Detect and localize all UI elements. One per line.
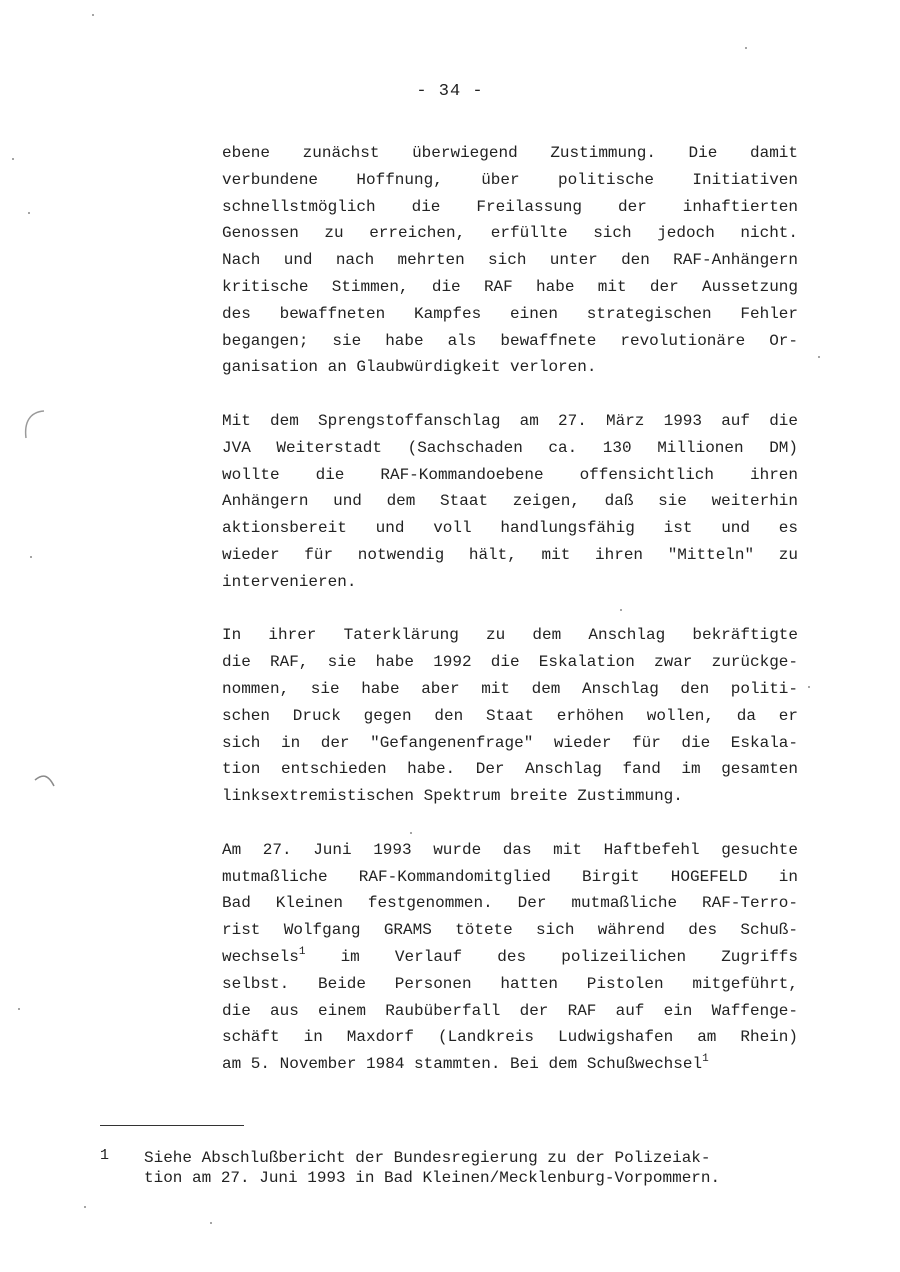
scan-mark-hook [32,768,60,794]
text-line: Am 27. Juni 1993 wurde das mit Haftbefehl gesuchte [222,840,798,859]
footnote-divider [100,1125,244,1126]
text-line: die aus einem Raubüberfall der RAF auf ein Waffenge- [222,1001,798,1020]
text-line: verbundene Hoffnung, über politische Initiativen [222,170,798,189]
text-line: aktionsbereit und voll handlungsfähig ist und es [222,519,798,538]
footnote-text [144,1148,804,1188]
scan-speck [30,556,32,558]
scan-speck [745,47,747,49]
text-line: ebene zunächst überwiegend Zustimmung. Die damit [222,144,798,162]
text-line-with-footnote-ref [222,944,798,971]
text-line: mutmaßliche RAF-Kommandomitglied Birgit HOGEFELD in [222,867,798,886]
text-line: Anhängern und dem Staat zeigen, daß sie weiterhin [222,492,798,511]
text-line: wollte die RAF-Kommandoebene offensichtlich ihren [222,465,798,484]
footnote-line: Siehe Abschlußbericht der Bundesregierung zu der Polizeiak- [144,1149,711,1167]
text-line: ganisation an Glaubwürdigkeit verloren. [222,358,597,377]
text-line: begangen; sie habe als bewaffnete revolutionäre Or- [222,331,798,350]
text-line: tion entschieden habe. Der Anschlag fand im gesamten [222,760,798,779]
text-line: nommen, sie habe aber mit dem Anschlag den politi- [222,679,798,698]
footnote-line: tion am 27. Juni 1993 in Bad Kleinen/Mecklenburg-Vorpommern. [144,1169,721,1187]
text-line: JVA Weiterstadt (Sachschaden ca. 130 Millionen DM) [222,438,798,457]
footnote-reference: 1 [298,945,306,958]
text-line: des bewaffneten Kampfes einen strategischen Fehler [222,304,798,323]
scan-speck [92,14,94,16]
paragraph-4 [222,837,798,1078]
text-line: Mit dem Sprengstoffanschlag am 27. März 1993 auf die [222,411,798,430]
text-fragment: im Verlauf des polizeilichen Zugriffs [305,947,798,966]
page-number: - 34 - [416,82,484,101]
text-line: schnellstmöglich die Freilassung der inhaftierten [222,197,798,216]
text-line: kritische Stimmen, die RAF habe mit der Aussetzung [222,277,798,296]
text-line: intervenieren. [222,572,357,591]
scan-speck [620,609,622,611]
text-line: Genossen zu erreichen, erfüllte sich jedoch nicht. [222,224,798,243]
text-line: linksextremistischen Spektrum breite Zustimmung. [222,787,683,806]
footnote-reference: 1 [702,1053,709,1066]
footnote-number: 1 [100,1147,110,1164]
text-line-with-footnote-ref [222,1051,798,1078]
text-fragment: wechsels [222,947,299,966]
text-line: sich in der "Gefangenenfrage" wieder für die Eskala- [222,733,798,752]
scan-mark-arc [18,408,48,444]
scan-speck [818,356,820,358]
paragraph-1 [222,140,798,381]
scan-speck [28,212,30,214]
text-line: die RAF, sie habe 1992 die Eskalation zwar zurückge- [222,653,798,672]
text-line: Bad Kleinen festgenommen. Der mutmaßliche RAF-Terro- [222,894,798,913]
text-line: selbst. Beide Personen hatten Pistolen mitgeführt, [222,974,798,993]
text-line: rist Wolfgang GRAMS tötete sich während des Schuß- [222,921,798,940]
scan-speck [18,1008,20,1010]
text-fragment: am 5. November 1984 stammten. Bei dem Schußwechsel [222,1055,703,1074]
scan-speck [410,832,412,834]
paragraph-2 [222,408,798,596]
text-line: Nach und nach mehrten sich unter den RAF-Anhängern [222,251,798,270]
body-text [222,140,798,1105]
scan-speck [808,686,810,688]
scan-speck [12,158,14,160]
text-line: schäft in Maxdorf (Landkreis Ludwigshafen am Rhein) [222,1028,798,1047]
paragraph-3 [222,622,798,810]
text-line: In ihrer Taterklärung zu dem Anschlag bekräftigte [222,626,798,645]
scan-speck [210,1222,212,1224]
text-line: wieder für notwendig hält, mit ihren "Mitteln" zu [222,545,798,564]
text-line: schen Druck gegen den Staat erhöhen wollen, da er [222,706,798,725]
scan-speck [84,1206,86,1208]
